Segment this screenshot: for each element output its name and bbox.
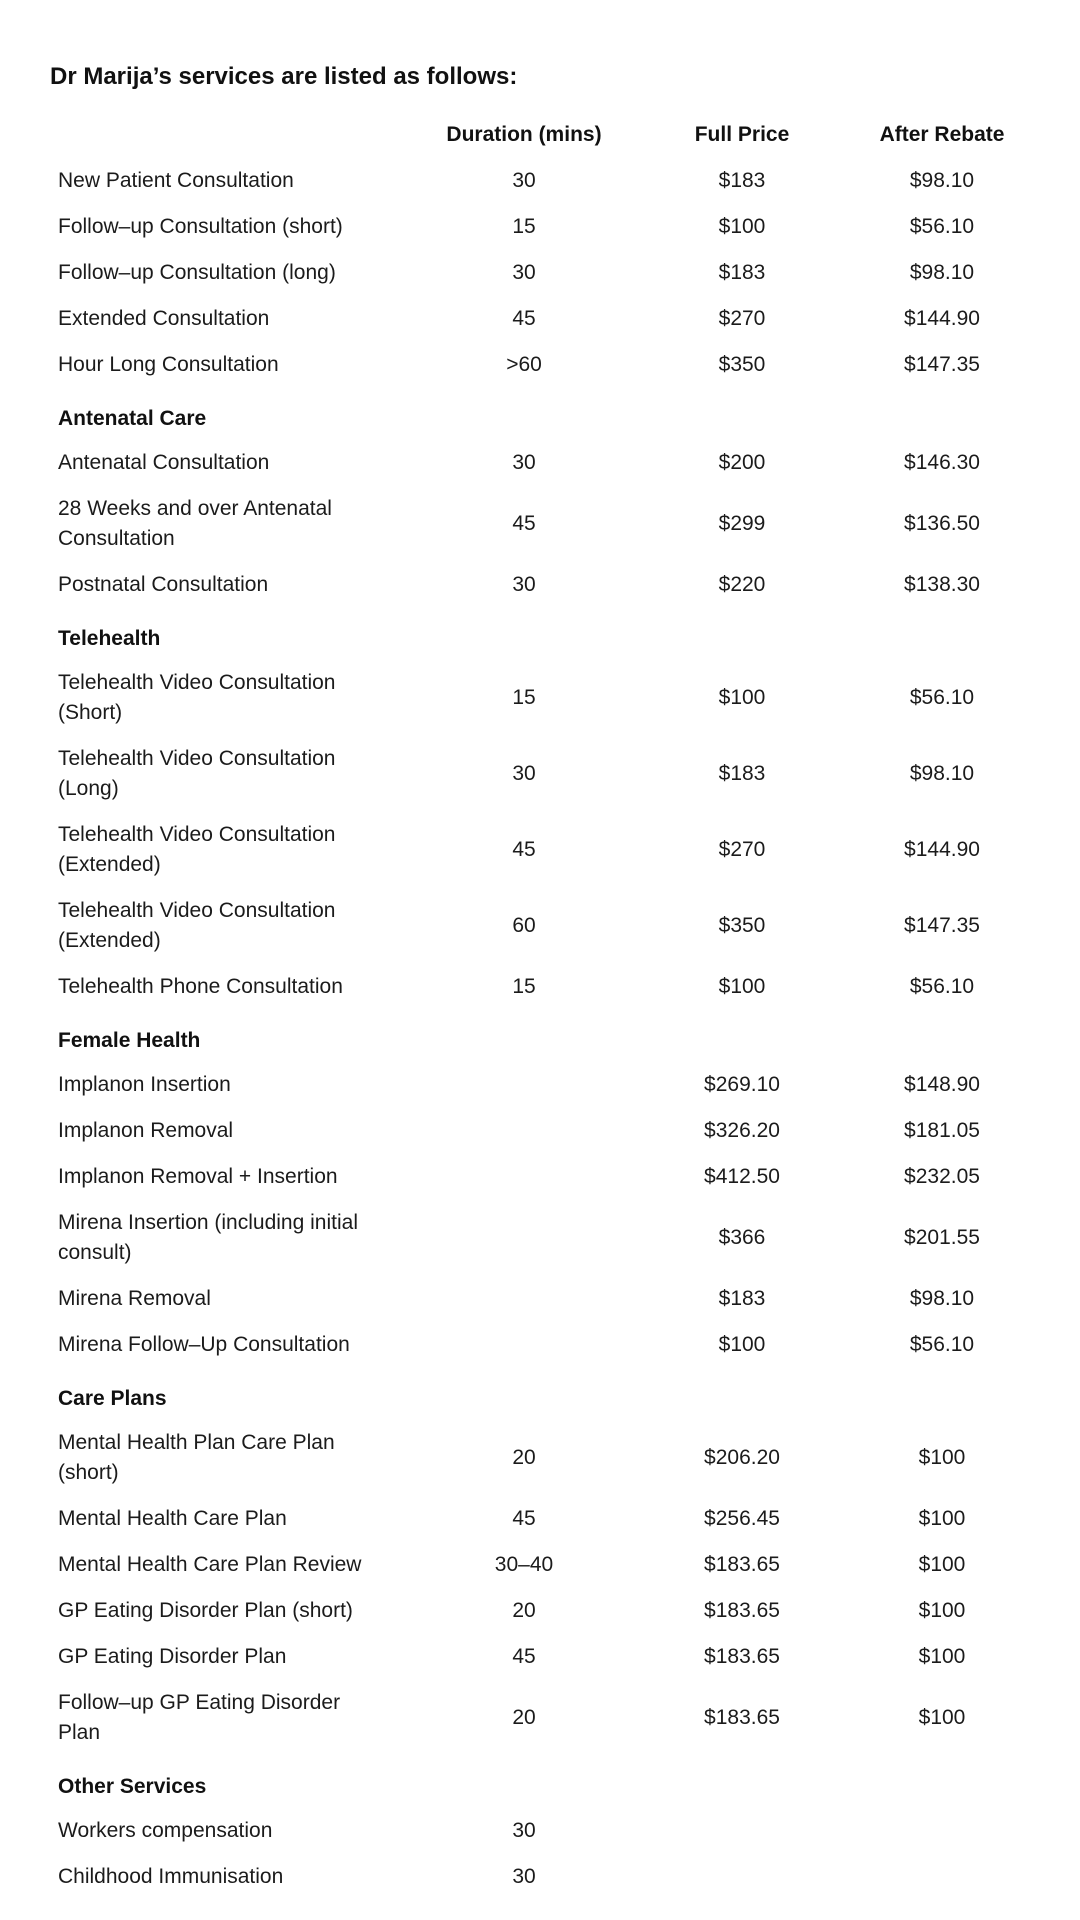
after-rebate-cell: $144.90 xyxy=(904,307,980,330)
full-price-cell: $183 xyxy=(718,261,766,284)
after-rebate-cell: $181.05 xyxy=(904,1119,980,1142)
service-row xyxy=(48,1588,1024,1634)
after-rebate-cell: $146.30 xyxy=(904,451,980,474)
duration-cell: 30 xyxy=(512,451,536,474)
full-price-cell: $256.45 xyxy=(704,1507,780,1530)
after-rebate-cell: $147.35 xyxy=(904,353,980,376)
service-row xyxy=(48,486,1024,562)
service-row xyxy=(48,736,1024,812)
after-rebate-cell: $100 xyxy=(918,1599,966,1622)
after-rebate-cell: $98.10 xyxy=(909,261,975,284)
duration-column-header: Duration (mins) xyxy=(446,123,602,146)
duration-cell: 30 xyxy=(512,573,536,596)
service-name-cell: Follow–up GP Eating Disorder Plan xyxy=(58,1691,341,1744)
service-row xyxy=(48,1634,1024,1680)
full-price-cell: $100 xyxy=(718,215,766,238)
after-rebate-cell: $147.35 xyxy=(904,914,980,937)
service-row xyxy=(48,1108,1024,1154)
service-name-cell: Mental Health Care Plan Review xyxy=(58,1553,362,1576)
after-rebate-cell: $144.90 xyxy=(904,838,980,861)
full-price-cell: $270 xyxy=(718,838,766,861)
table-header-row xyxy=(48,112,1024,158)
service-row xyxy=(48,1420,1024,1496)
service-name-cell: Mental Health Care Plan xyxy=(58,1507,287,1530)
after-rebate-cell: $98.10 xyxy=(909,1287,975,1310)
service-row xyxy=(48,250,1024,296)
duration-cell: 45 xyxy=(512,1507,536,1530)
after-rebate-cell: $136.50 xyxy=(904,512,980,535)
service-row xyxy=(48,1276,1024,1322)
after-rebate-cell: $100 xyxy=(918,1553,966,1576)
full-price-cell: $183.65 xyxy=(704,1599,780,1622)
service-row xyxy=(48,1542,1024,1588)
duration-cell: 30 xyxy=(512,762,536,785)
section-heading-row xyxy=(48,1368,1024,1420)
section-heading: Telehealth xyxy=(58,627,161,650)
after-rebate-cell: $100 xyxy=(918,1446,966,1469)
duration-cell xyxy=(424,1322,624,1368)
service-row xyxy=(48,296,1024,342)
after-rebate-column-header: After Rebate xyxy=(879,123,1005,146)
duration-cell xyxy=(424,1154,624,1200)
service-row xyxy=(48,1062,1024,1108)
service-row xyxy=(48,562,1024,608)
service-name-cell: Implanon Insertion xyxy=(58,1073,231,1096)
duration-cell: 30 xyxy=(512,261,536,284)
full-price-cell: $270 xyxy=(718,307,766,330)
duration-cell: 15 xyxy=(512,686,536,709)
service-name-cell: Telehealth Video Consultation (Long) xyxy=(58,747,336,800)
section-heading: Care Plans xyxy=(58,1387,167,1410)
service-name-cell: Hour Long Consultation xyxy=(58,353,279,376)
duration-cell: 60 xyxy=(512,914,536,937)
service-row xyxy=(48,204,1024,250)
after-rebate-cell: $100 xyxy=(918,1706,966,1729)
service-row xyxy=(48,812,1024,888)
after-rebate-cell: $100 xyxy=(918,1645,966,1668)
duration-cell xyxy=(424,1276,624,1322)
duration-cell: 45 xyxy=(512,307,536,330)
full-price-cell: $269.10 xyxy=(704,1073,780,1096)
service-row xyxy=(48,158,1024,204)
service-name-cell: Mirena Removal xyxy=(58,1287,211,1310)
service-name-cell: Follow–up Consultation (long) xyxy=(58,261,336,284)
full-price-cell: $350 xyxy=(718,353,766,376)
full-price-cell: $200 xyxy=(718,451,766,474)
service-row xyxy=(48,660,1024,736)
full-price-cell: $183.65 xyxy=(704,1706,780,1729)
after-rebate-cell: $98.10 xyxy=(909,762,975,785)
service-column-header xyxy=(48,112,424,158)
full-price-cell: $412.50 xyxy=(704,1165,780,1188)
full-price-cell: $183 xyxy=(718,1287,766,1310)
after-rebate-cell xyxy=(860,1808,1024,1854)
service-name-cell: GP Eating Disorder Plan xyxy=(58,1645,287,1668)
page-title: Dr Marija’s services are listed as follows: xyxy=(50,63,518,90)
service-name-cell: Implanon Removal + Insertion xyxy=(58,1165,338,1188)
service-name-cell: Workers compensation xyxy=(58,1819,273,1842)
after-rebate-cell: $100 xyxy=(918,1507,966,1530)
full-price-cell: $350 xyxy=(718,914,766,937)
service-row xyxy=(48,1496,1024,1542)
section-heading-row xyxy=(48,608,1024,660)
service-name-cell: Antenatal Consultation xyxy=(58,451,270,474)
full-price-cell xyxy=(624,1808,860,1854)
full-price-cell: $183.65 xyxy=(704,1645,780,1668)
full-price-column-header: Full Price xyxy=(694,123,790,146)
service-row xyxy=(48,1680,1024,1756)
duration-cell: 30 xyxy=(512,1865,536,1888)
service-name-cell: Telehealth Video Consultation (Extended) xyxy=(58,823,336,876)
duration-cell: >60 xyxy=(506,353,542,376)
service-row xyxy=(48,1200,1024,1276)
full-price-cell: $220 xyxy=(718,573,766,596)
full-price-cell: $326.20 xyxy=(704,1119,780,1142)
full-price-cell: $366 xyxy=(718,1226,766,1249)
duration-cell xyxy=(424,1200,624,1276)
duration-cell: 15 xyxy=(512,975,536,998)
full-price-cell: $183 xyxy=(718,169,766,192)
service-row xyxy=(48,964,1024,1010)
service-row xyxy=(48,440,1024,486)
duration-cell: 30 xyxy=(512,169,536,192)
full-price-cell: $183.65 xyxy=(704,1553,780,1576)
service-name-cell: Telehealth Video Consultation (Short) xyxy=(58,671,336,724)
service-name-cell: Extended Consultation xyxy=(58,307,270,330)
duration-cell: 30–40 xyxy=(494,1553,554,1576)
service-name-cell: Mirena Follow–Up Consultation xyxy=(58,1333,350,1356)
services-table xyxy=(48,112,1024,1900)
after-rebate-cell: $232.05 xyxy=(904,1165,980,1188)
duration-cell: 30 xyxy=(512,1819,536,1842)
service-row xyxy=(48,888,1024,964)
after-rebate-cell: $148.90 xyxy=(904,1073,980,1096)
duration-cell: 20 xyxy=(512,1446,536,1469)
section-heading-row xyxy=(48,1756,1024,1808)
service-name-cell: 28 Weeks and over Antenatal Consultation xyxy=(58,497,332,550)
full-price-cell: $183 xyxy=(718,762,766,785)
duration-cell: 20 xyxy=(512,1599,536,1622)
duration-cell: 20 xyxy=(512,1706,536,1729)
after-rebate-cell: $56.10 xyxy=(909,1333,975,1356)
section-heading: Female Health xyxy=(58,1029,201,1052)
duration-cell xyxy=(424,1062,624,1108)
service-name-cell: Telehealth Phone Consultation xyxy=(58,975,343,998)
service-name-cell: Postnatal Consultation xyxy=(58,573,269,596)
full-price-cell: $100 xyxy=(718,1333,766,1356)
after-rebate-cell: $98.10 xyxy=(909,169,975,192)
full-price-cell: $100 xyxy=(718,975,766,998)
service-name-cell: Implanon Removal xyxy=(58,1119,234,1142)
duration-cell: 45 xyxy=(512,1645,536,1668)
full-price-cell: $100 xyxy=(718,686,766,709)
service-row xyxy=(48,1322,1024,1368)
after-rebate-cell xyxy=(860,1854,1024,1900)
section-heading: Other Services xyxy=(58,1775,207,1798)
services-table-body xyxy=(48,158,1024,1900)
service-name-cell: Mirena Insertion (including initial consult) xyxy=(58,1211,358,1264)
service-name-cell: Childhood Immunisation xyxy=(58,1865,284,1888)
service-row xyxy=(48,1154,1024,1200)
full-price-cell: $206.20 xyxy=(704,1446,780,1469)
full-price-cell: $299 xyxy=(718,512,766,535)
service-name-cell: GP Eating Disorder Plan (short) xyxy=(58,1599,353,1622)
service-name-cell: Follow–up Consultation (short) xyxy=(58,215,343,238)
service-row xyxy=(48,1808,1024,1854)
after-rebate-cell: $56.10 xyxy=(909,686,975,709)
section-heading-row xyxy=(48,1010,1024,1062)
service-name-cell: New Patient Consultation xyxy=(58,169,294,192)
duration-cell: 45 xyxy=(512,512,536,535)
service-row xyxy=(48,342,1024,388)
duration-cell: 15 xyxy=(512,215,536,238)
duration-cell: 45 xyxy=(512,838,536,861)
after-rebate-cell: $56.10 xyxy=(909,975,975,998)
service-name-cell: Mental Health Plan Care Plan (short) xyxy=(58,1431,335,1484)
service-name-cell: Telehealth Video Consultation (Extended) xyxy=(58,899,336,952)
full-price-cell xyxy=(624,1854,860,1900)
service-row xyxy=(48,1854,1024,1900)
after-rebate-cell: $201.55 xyxy=(904,1226,980,1249)
section-heading: Antenatal Care xyxy=(58,407,207,430)
duration-cell xyxy=(424,1108,624,1154)
section-heading-row xyxy=(48,388,1024,440)
after-rebate-cell: $56.10 xyxy=(909,215,975,238)
after-rebate-cell: $138.30 xyxy=(904,573,980,596)
